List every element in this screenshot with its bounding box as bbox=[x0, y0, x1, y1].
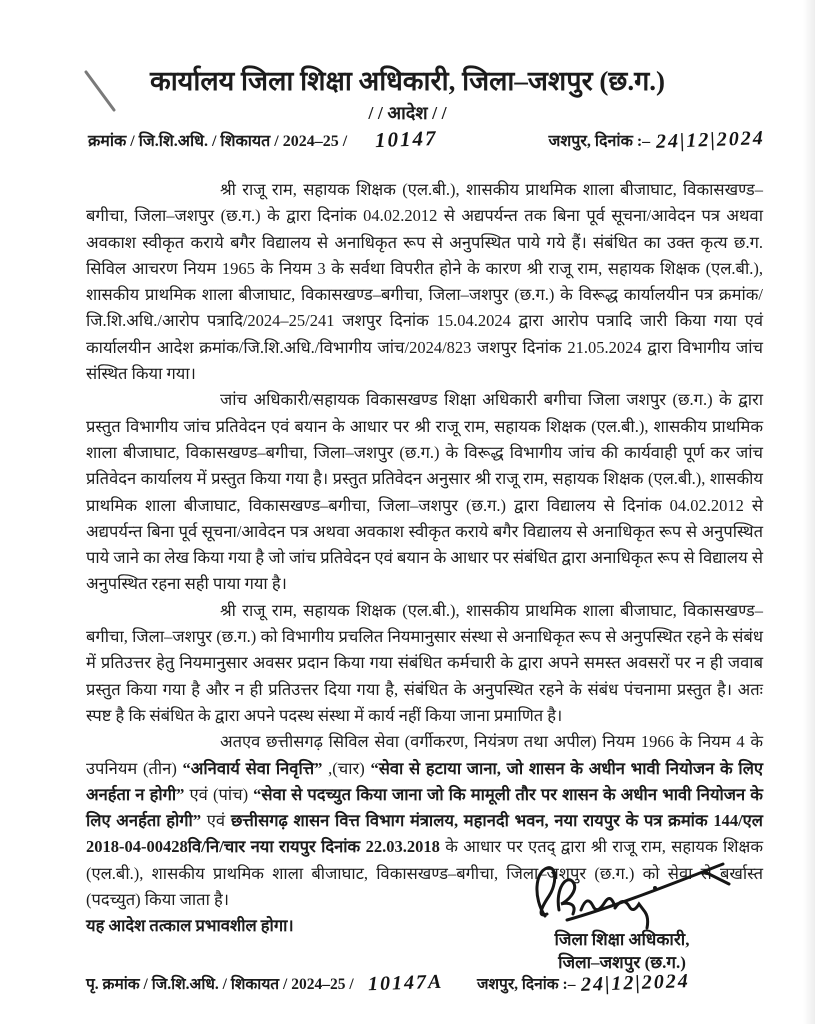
paragraph-text-segment: श्री राजू राम, सहायक शिक्षक (एल.बी.), शासकीय प्राथमिक शाला बीजाघाट, विकासखण्ड–बगीचा, जिला–जशपुर (छ.ग.) को विभागीय प्रचलित नियमानुसार संस्था से अनाधिकृत रूप से अनुपस्थित रहने के संबंध में प्रतिउत्तर हेतु नियमानुसार अवसर प्रदान किया गया संबंधित कर्मचारी के द्वारा अपने समस्त अवसरों पर न ही जवाब प्रस्तुत किया गया है और न ही प्रतिउत्तर दिया गया है, संबंधित के अनुपस्थित रहने के संबंध पंचनामा प्रस्तुत है। अतः स्पष्ट है कि संबंधित के द्वारा अपने पदस्थ संस्था में कार्य नहीं किया जाना प्रमाणित है। bbox=[86, 600, 763, 725]
scan-edge-shadow bbox=[803, 0, 815, 1024]
office-title: कार्यालय जिला शिक्षा अधिकारी, जिला–जशपुर (छ.ग.) bbox=[149, 66, 666, 96]
dispatch-number-handwritten: 10147 bbox=[374, 125, 439, 153]
endorsement-line bbox=[86, 972, 775, 995]
pen-mark bbox=[78, 62, 128, 122]
paragraph-text-segment: “सेवा से हटाया जाना, जो शासन के अधीन भावी नियोजन के लिए अनर्हता न होगी” bbox=[86, 758, 764, 804]
signatory-district: जिला–जशपुर (छ.ग.) bbox=[558, 953, 686, 972]
paragraph-text-segment: छत्तीसगढ़ शासन वित्त विभाग मंत्रालय, महानदी भवन, नया रायपुर के पत्र क्रमांक 144/एल 2018-04-00428वि/नि/चार नया रायपुर दिनांक 22.03.2018 bbox=[86, 811, 763, 857]
para-no-reply bbox=[86, 598, 763, 729]
paragraph-text-segment: “सेवा से पदच्युत किया जाना जो कि मामूली तौर पर शासन के अधीन भावी नियोजन के लिए अनर्हता होगी” bbox=[86, 784, 763, 831]
place-date-label: जशपुर, दिनांक :– bbox=[548, 133, 651, 150]
footer-date-handwritten: 24|12|2024 bbox=[581, 970, 691, 996]
reference-line bbox=[88, 127, 765, 152]
paragraph-text-segment: एवं (पांच) bbox=[184, 784, 254, 804]
signature-block bbox=[497, 858, 747, 974]
paragraph-text-segment: के आधार पर एतद् द्वारा श्री राजू राम, सहायक शिक्षक (एल.बी.), शासकीय प्राथमिक शाला बीजाघाट, विकासखण्ड–बगीचा, जिला–जशपुर (छ.ग.) को सेवा से बर्खास्त (पदच्युत) किया जाता है। bbox=[86, 837, 764, 910]
order-heading: / / आदेश / / bbox=[368, 103, 447, 123]
paragraph-text-segment: ,(चार) bbox=[322, 758, 371, 778]
paragraph-text-segment: एवं bbox=[201, 811, 231, 831]
endorsement-number-label: पृ. क्रमांक / जि.शि.अधि. / शिकायत / 2024–25 / bbox=[86, 976, 354, 993]
footer-place-date-label: जशपुर, दिनांक :– bbox=[476, 976, 576, 993]
paragraph-text-segment: अतएव छत्तीसगढ़ सिविल सेवा (वर्गीकरण, नियंत्रण तथा अपील) नियम 1966 के नियम 4 के उपनियम (तीन) bbox=[86, 732, 763, 778]
date-handwritten: 24|12|2024 bbox=[655, 127, 766, 153]
signatory-designation: जिला शिक्षा अधिकारी, bbox=[554, 930, 690, 949]
para-inquiry-report bbox=[86, 387, 763, 597]
paragraph-text-segment: जांच अधिकारी/सहायक विकासखण्ड शिक्षा अधिकारी बगीचा जिला जशपुर (छ.ग.) के द्वारा प्रस्तुत विभागीय जांच प्रतिवेदन एवं बयान के आधार पर श्री राजू राम, सहायक शिक्षक (एल.बी.), शासकीय प्राथमिक शाला बीजाघाट, विकासखण्ड–बगीचा, जिला–जशपुर (छ.ग.) के विरूद्ध विभागीय जांच की कार्यवाही पूर्ण कर जांच प्रतिवेदन कार्यालय में प्रस्तुत किया गया है। प्रस्तुत प्रतिवेदन अनुसार श्री राजू राम, सहायक शिक्षक (एल.बी.), शासकीय प्राथमिक शाला बीजाघाट, विकासखण्ड–बगीचा, जिला–जशपुर (छ.ग.) द्वारा विद्यालय से दिनांक 04.02.2012 से अद्यपर्यन्त बिना पूर्व सूचना/आवेदन पत्र अथवा अवकाश स्वीकृत कराये बगैर विद्यालय से अनाधिकृत रूप से अनुपस्थित पाये जाने का लेख किया गया है जो जांच प्रतिवेदन एवं बयान के आधार पर संबंधित द्वारा अनाधिकृत रूप से विद्यालय से अनुपस्थित रहना सही पाया गया है। bbox=[86, 390, 763, 594]
reference-number-label: क्रमांक / जि.शि.अधि. / शिकायत / 2024–25 / bbox=[88, 133, 348, 150]
paragraph-text-segment: श्री राजू राम, सहायक शिक्षक (एल.बी.), शासकीय प्राथमिक शाला बीजाघाट, विकासखण्ड–बगीचा, जिला–जशपुर (छ.ग.) के द्वारा दिनांक 04.02.2012 से अद्यपर्यन्त तक बिना पूर्व सूचना/आवेदन पत्र अथवा अवकाश स्वीकृत कराये बगैर विद्यालय से अनाधिकृत रूप से अनुपस्थित पाये गये हैं। संबंधित का उक्त कृत्य छ.ग. सिविल आचरण नियम 1965 के नियम 3 के सर्वथा विपरीत होने के कारण श्री राजू राम, सहायक शिक्षक (एल.बी.), शासकीय प्राथमिक शाला बीजाघाट, विकासखण्ड–बगीचा, जिला–जशपुर (छ.ग.) के विरूद्ध कार्यालयीन पत्र क्रमांक/जि.शि.अधि./आरोप पत्रादि/2024–25/241 जशपुर दिनांक 15.04.2024 द्वारा आरोप पत्रादि जारी किया गया एवं कार्यालयीन आदेश क्रमांक/जि.शि.अधि./विभागीय जांच/2024/823 जशपुर दिनांक 21.05.2024 द्वारा विभागीय जांच संस्थित किया गया। bbox=[86, 180, 763, 384]
paragraph-text-segment: यह आदेश तत्काल प्रभावशील होगा। bbox=[86, 916, 294, 936]
signature-scribble bbox=[507, 858, 737, 936]
body-paragraphs bbox=[86, 177, 763, 940]
paragraph-text-segment: “अनिवार्य सेवा निवृत्ति” bbox=[182, 758, 323, 778]
endorsement-number-handwritten: 10147A bbox=[367, 970, 444, 996]
para-absence-and-charge bbox=[86, 177, 763, 387]
